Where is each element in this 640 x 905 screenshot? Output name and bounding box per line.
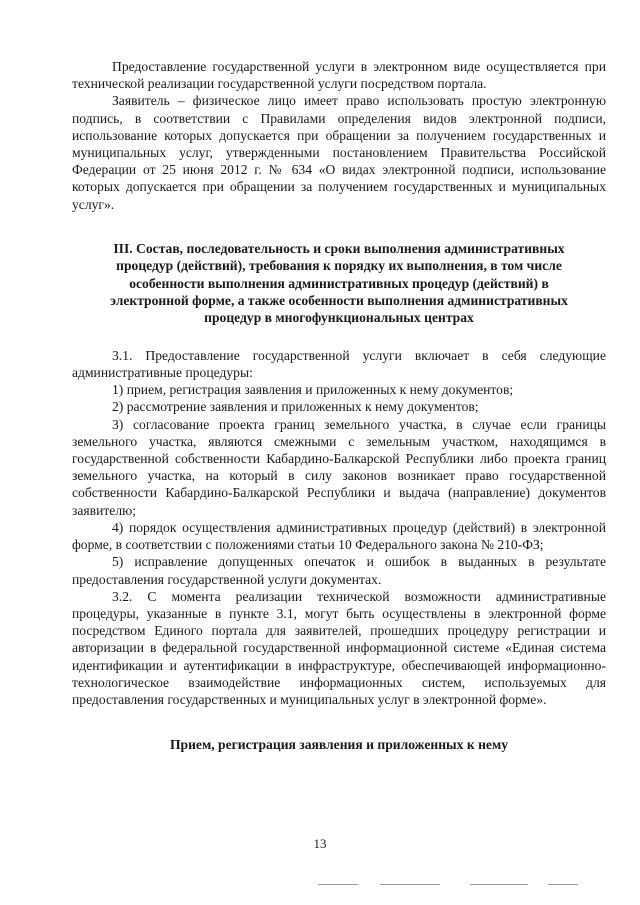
list-item-4: 4) порядок осуществления административных процедур (действий) в электронной форме, в соответствии с положениями статьи 10 Федерального закона № 210-ФЗ; [72,519,606,553]
list-item-3: 3) согласование проекта границ земельного участка, в случае если границы земельного участка, являются смежными с земельным участком, находящимся в государственной собственности Кабардино-Балкарской Республики либо проекта границ земельного участка, на который в силу законов возникает право государственной собственности Кабардино-Балкарской Республики и выдача (направление) документов заявителю; [72,416,606,518]
scan-artifact-line [318,884,358,885]
scan-artifact-line [548,884,578,885]
list-item-5: 5) исправление допущенных опечаток и ошибок в выданных в результате предоставления государственной услуги документах. [72,554,606,587]
section-heading: III. Состав, последовательность и сроки выполнения административных процедур (действий), требования к порядку их выполнения, в том числе особенности выполнения административных процедур (действий) в электронной форме, а также особенности выполнения административных процедур в многофункциональных центрах [110,240,568,326]
page-number: 13 [313,836,327,851]
list-item-2: 2) рассмотрение заявления и приложенных к нему документов; [112,399,479,415]
subheading-reception: Прием, регистрация заявления и приложенных к нему [169,737,509,753]
section-heading-wrapper [72,240,606,327]
paragraph-applicant-signature: Заявитель – физическое лицо имеет право использовать простую электронную подпись, в соответствии с Правилами определения видов электронной подписи, использование которых допускается при обращении за получением государственных и муниципальных услуг, утвержденными постановлением Правительства Российской Федерации от 25 июня 2012 г. № 634 «О видах электронной подписи, использование которых допускается при обращении за получением государственных и муниципальных услуг». [72,93,606,212]
paragraph-3-2: 3.2. С момента реализации технической возможности административные процедуры, указанные в пункте 3.1, могут быть осуществлены в электронной форме посредством Единого портала для заявителей, прошедших процедуру регистрации и авторизации в федеральной государственной информационной системе «Единая система идентификации и аутентификации в инфраструктуре, обеспечивающей информационно-технологическое взаимодействие информационных систем, используемых для предоставления государственных и муниципальных услуг в электронной форме». [72,588,606,707]
list-item-1: 1) прием, регистрация заявления и приложенных к нему документов; [112,382,514,398]
scan-artifact-line [380,884,440,885]
scan-artifact-line [470,884,528,885]
paragraph-electronic-service: Предоставление государственной услуги в электронном виде осуществляется при технической реализации государственной услуги посредством портала. [72,59,606,92]
paragraph-3-1: 3.1. Предоставление государственной услуги включает в себя следующие административные процедуры: [72,347,606,381]
